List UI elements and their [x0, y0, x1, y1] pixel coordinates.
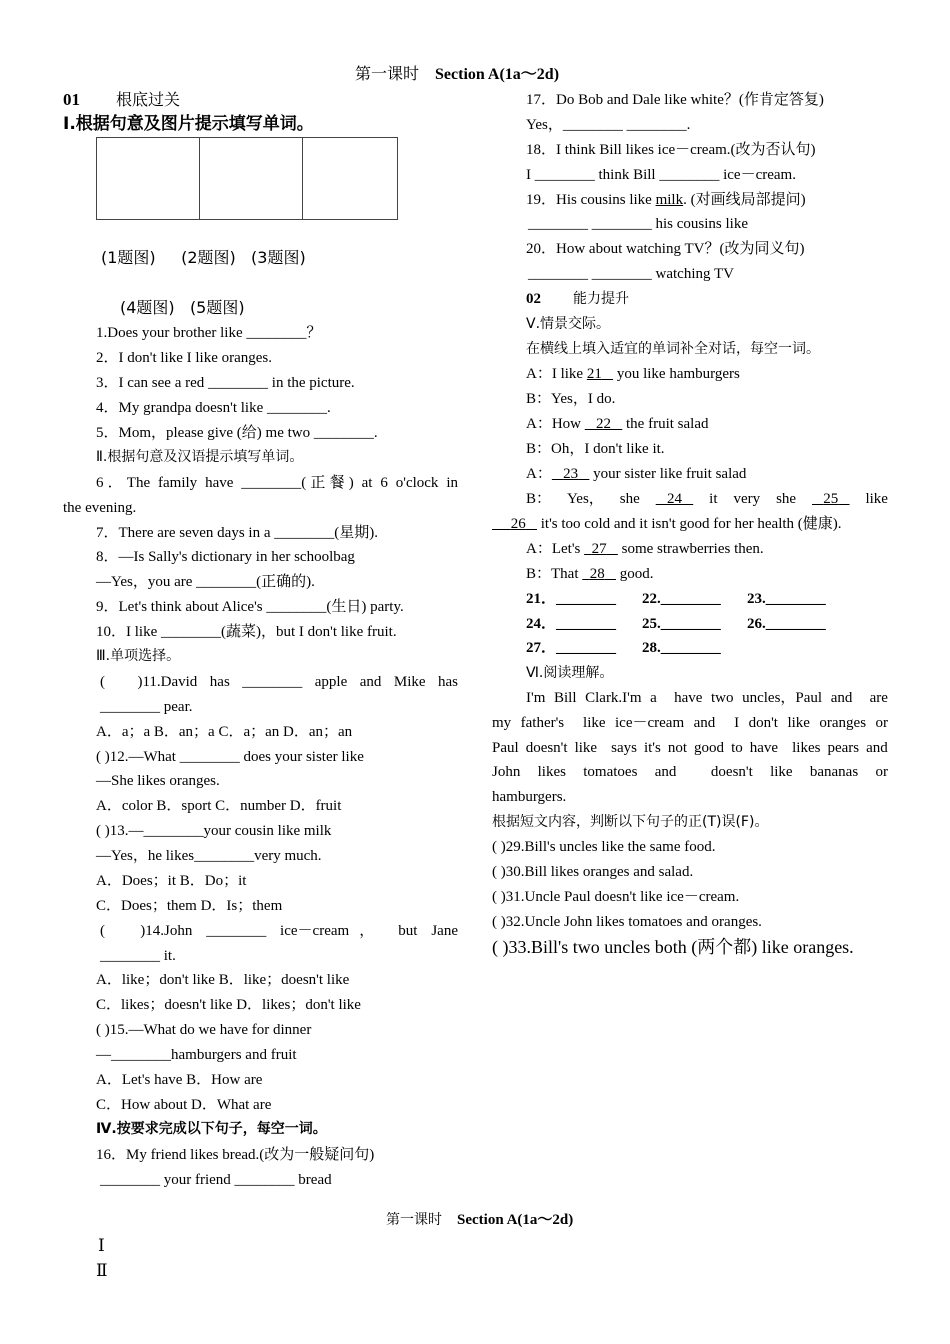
passage-line-2: my father's like ice－cream and I don't like oranges or: [492, 715, 888, 731]
question-6: 6．The family have ________(正餐) at 6 o'clock in: [96, 475, 458, 491]
question-29: ( )29.Bill's uncles like the same food.: [492, 839, 716, 855]
passage-line-1: I'm Bill Clark.I'm a have two uncles，Paul and are: [526, 690, 888, 706]
answer-roman-1: Ⅰ: [98, 1236, 105, 1255]
pic-label-5: (5题图): [189, 298, 245, 317]
page-title: [355, 64, 559, 85]
blank-27: 27: [591, 541, 607, 557]
dialogue-line-6: B： Yes， she 24 it very she 25 like: [526, 491, 888, 507]
question-14-options-1: A．like；don't like B．like；doesn't like: [96, 972, 350, 988]
question-19-answer: ________ ________ his cousins like: [528, 216, 748, 232]
pic-label-3: (3题图): [251, 248, 306, 267]
part6-instructions: 根据短文内容，判断以下句子的正(T)误(F)。: [492, 814, 769, 830]
part5-instructions: 在横线上填入适宜的单词补全对话，每空一词。: [526, 341, 820, 357]
question-18: 18．I think Bill likes ice－cream.(改为否认句): [526, 142, 816, 158]
question-12-options: A．color B．sport C．number D．fruit: [96, 798, 342, 814]
answer-section-title: 第一课时 Section A(1a～2d): [386, 1212, 574, 1228]
part1-heading: Ⅰ.根据句意及图片提示填写单词。: [63, 114, 314, 134]
question-13-answer: —Yes，he likes________very much.: [96, 848, 322, 864]
question-9: 9．Let's think about Alice's ________(生日) party.: [96, 599, 404, 615]
question-30: ( )30.Bill likes oranges and salad.: [492, 864, 694, 880]
question-17: 17．Do Bob and Dale like white？(作肯定答复): [526, 92, 824, 108]
part3-heading: Ⅲ.单项选择。: [96, 648, 181, 664]
question-10: 10．I like ________(蔬菜)，but I don't like fruit.: [96, 624, 397, 640]
question-7: 7．There are seven days in a ________(星期).: [96, 525, 378, 541]
question-31: ( )31.Uncle Paul doesn't like ice－cream.: [492, 889, 740, 905]
title-en: Section A(1a～2d): [435, 66, 560, 83]
blank-26: 26: [510, 516, 526, 532]
answer-roman-2: Ⅱ: [96, 1261, 108, 1280]
dialogue-line-9: B：That 28 good.: [526, 566, 654, 582]
pic-label-1: (1题图): [101, 248, 156, 267]
question-12-answer: —She likes oranges.: [96, 773, 220, 789]
blank-28: 28: [589, 566, 605, 582]
question-15-options-1: A．Let's have B．How are: [96, 1072, 263, 1088]
blank-22: 22: [596, 416, 611, 432]
question-14-options-2: C．likes；doesn't like D．likes；don't like: [96, 997, 361, 1013]
part6-heading: Ⅵ.阅读理解。: [526, 665, 614, 681]
pic-label-4: (4题图): [120, 298, 175, 317]
question-17-answer: Yes，________ ________.: [526, 117, 691, 133]
section-01: [63, 90, 180, 110]
dialogue-line-1: A：I like 21 you like hamburgers: [526, 366, 740, 382]
dialogue-line-7: 26 it's too cold and it isn't good for her health (健康).: [510, 516, 842, 532]
question-12: ( )12.—What ________ does your sister like: [96, 749, 364, 765]
question-6-cont: the evening.: [63, 500, 137, 516]
answer-row-1: 21．________ 22.________ 23.________: [526, 591, 826, 607]
question-14-cont: ________ it.: [100, 948, 176, 964]
dialogue-line-8: A：Let's 27 some strawberries then.: [526, 541, 764, 557]
blank-21: 21: [586, 366, 602, 382]
answer-row-2: 24．________ 25.________ 26.________: [526, 616, 826, 632]
answer-row-3: 27．________ 28.________: [526, 640, 721, 656]
question-19: 19．His cousins like milk. (对画线局部提问): [526, 192, 806, 208]
question-8: 8．—Is Sally's dictionary in her schoolbag: [96, 549, 355, 565]
dialogue-line-3: A：How 22 the fruit salad: [526, 416, 709, 432]
dialogue-line-4: B：Oh，I don't like it.: [526, 441, 665, 457]
question-16-answer: ________ your friend ________ bread: [100, 1172, 332, 1188]
picture-labels-row2: [120, 298, 245, 318]
question-15: ( )15.—What do we have for dinner: [96, 1022, 312, 1038]
question-15-answer: —________hamburgers and fruit: [96, 1047, 297, 1063]
section-02-number: 02: [526, 291, 541, 307]
question-20: 20．How about watching TV？(改为同义句): [526, 241, 805, 257]
blank-25: 25: [823, 491, 839, 507]
question-11-cont: ________ pear.: [100, 699, 193, 715]
question-4: 4．My grandpa doesn't like ________.: [96, 400, 331, 416]
title-cn: 第一课时: [355, 64, 420, 83]
underlined-word: milk: [655, 192, 684, 208]
section-01-number: 01: [63, 90, 80, 109]
question-32: ( )32.Uncle John likes tomatoes and oranges.: [492, 914, 762, 930]
question-11-options: A．a；a B．an；a C．a；an D．an；an: [96, 724, 353, 740]
question-33: ( )33.Bill's two uncles both (两个都) like oranges.: [492, 937, 854, 957]
passage-line-3: Paul doesn't like says it's not good to have likes pears and: [492, 740, 888, 756]
question-1: 1.Does your brother like ________？: [96, 325, 322, 341]
question-16: 16．My friend likes bread.(改为一般疑问句): [96, 1147, 375, 1163]
blank-23: 23: [563, 466, 579, 482]
blank-24: 24: [666, 491, 682, 507]
passage-line-5: hamburgers.: [492, 789, 567, 805]
question-2: 2．I don't like I like oranges.: [96, 350, 272, 366]
part2-heading: Ⅱ.根据句意及汉语提示填写单词。: [96, 449, 304, 465]
question-18-answer: I ________ think Bill ________ ice－cream.: [526, 167, 796, 183]
dialogue-line-5: A： 23 your sister like fruit salad: [526, 466, 747, 482]
picture-labels-row1: [101, 248, 306, 268]
part5-heading: Ⅴ.情景交际。: [526, 316, 611, 332]
section-01-label: 根底过关: [116, 90, 181, 109]
part4-heading: Ⅳ.按要求完成以下句子，每空一词。: [96, 1121, 327, 1137]
question-13-options-2: C．Does；them D．Is；them: [96, 898, 283, 914]
question-13-options-1: A．Does；it B．Do；it: [96, 873, 247, 889]
question-14: ( )14.John ________ ice－cream， but Jane: [100, 923, 458, 939]
question-11: ( )11.David has ________ apple and Mike has: [100, 674, 458, 690]
dialogue-line-2: B：Yes，I do.: [526, 391, 616, 407]
question-20-answer: ________ ________ watching TV: [528, 266, 734, 282]
section-02-label: 能力提升: [573, 291, 629, 307]
section-02: [526, 289, 629, 309]
question-8-answer: —Yes，you are ________(正确的).: [96, 574, 315, 590]
passage-line-4: John likes tomatoes and doesn't like bananas or: [492, 764, 888, 780]
question-15-options-2: C．How about D．What are: [96, 1097, 272, 1113]
question-5: 5．Mom，please give (给) me two ________.: [96, 425, 378, 441]
question-13: ( )13.—________your cousin like milk: [96, 823, 332, 839]
picture-boxes: [96, 137, 398, 220]
pic-label-2: (2题图): [181, 248, 236, 267]
question-3: 3．I can see a red ________ in the picture.: [96, 375, 355, 391]
